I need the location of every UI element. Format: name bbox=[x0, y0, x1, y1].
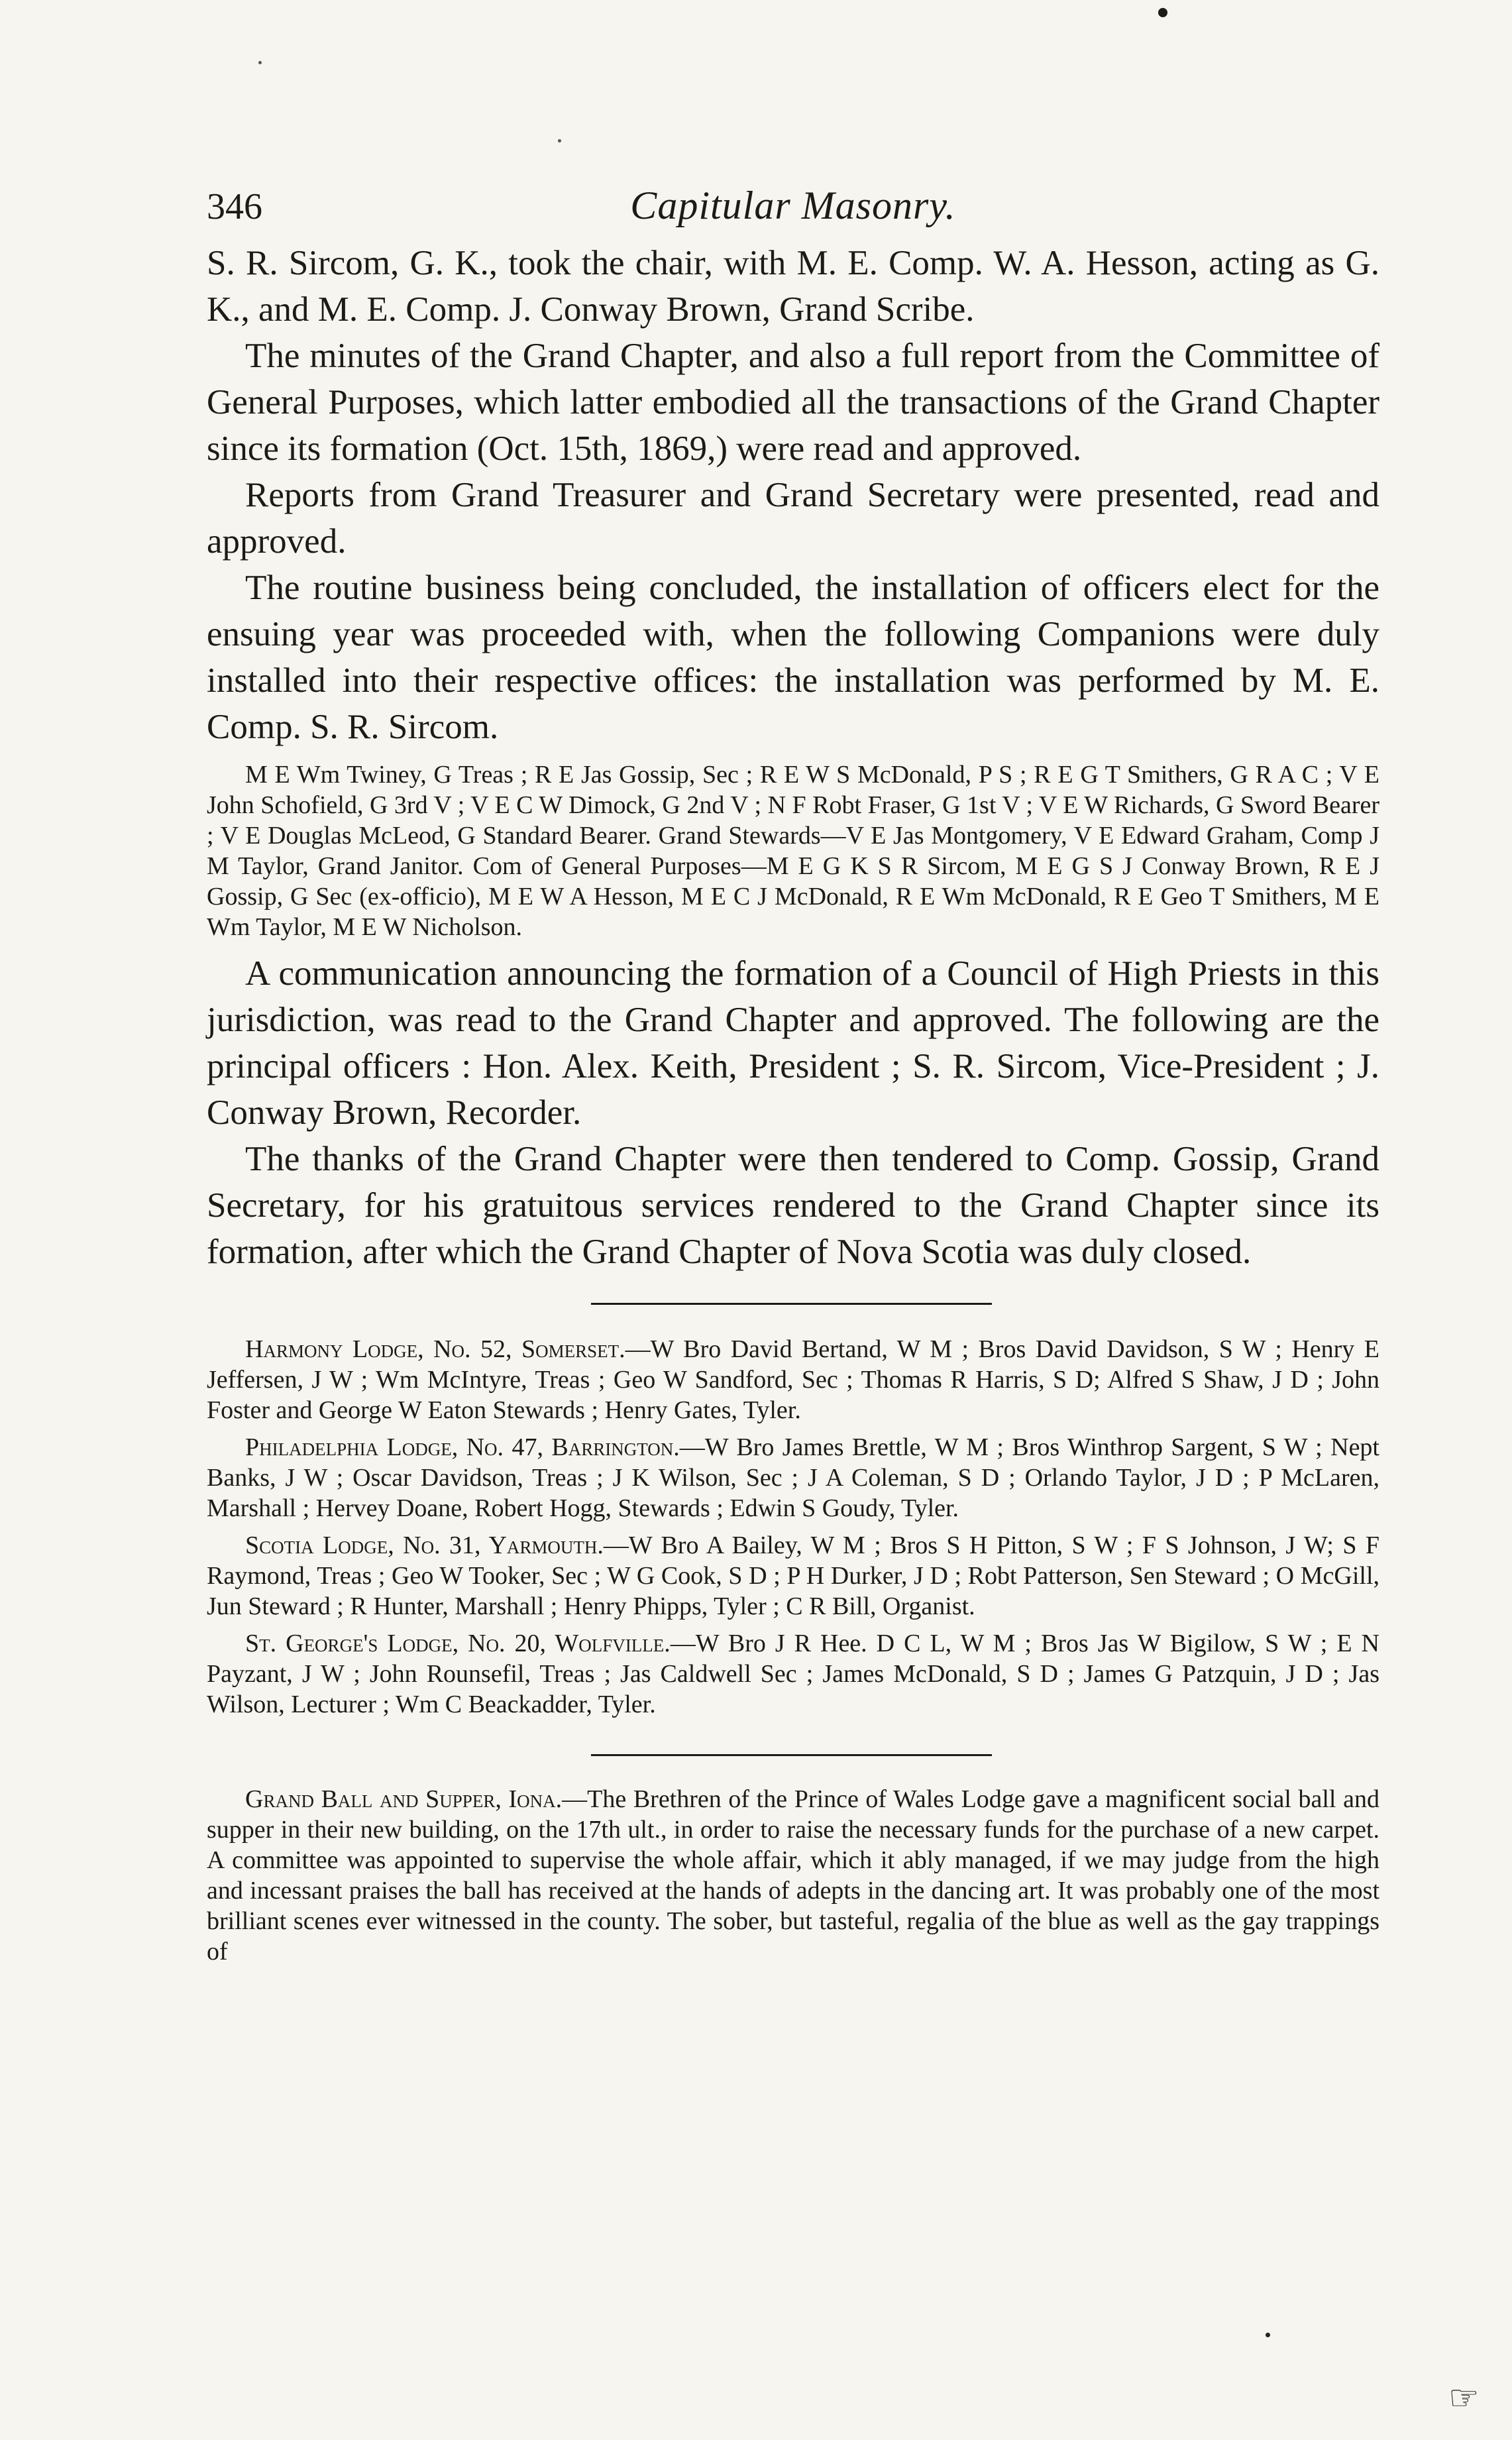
ink-dot bbox=[1158, 8, 1167, 17]
page-number: 346 bbox=[207, 186, 262, 227]
lodge-text: —W Bro James Brettle, W M ; Bros Winthrop Sargent, S W ; Nept Banks, J W ; Oscar Davidson, Treas ; J K Wilson, Sec ; J A Coleman, S D ; Orlando Taylor, J D ; P McLaren, Marshall ; Hervey Doane, Robert Hogg, Stewards ; Edwin S Goudy, Tyler. bbox=[207, 1433, 1379, 1522]
ink-speck bbox=[1266, 2333, 1270, 2337]
running-head bbox=[207, 179, 1379, 240]
lodge-heading: Harmony Lodge, No. 52, Somerset. bbox=[245, 1335, 625, 1363]
lodge-heading: St. George's Lodge, No. 20, Wolfville. bbox=[245, 1630, 671, 1657]
paragraph-reports: Reports from Grand Treasurer and Grand Secretary were presented, read and approved. bbox=[207, 476, 1379, 561]
ball-text: —The Brethren of the Prince of Wales Lodge gave a magnificent social ball and supper in their new building, on the 17th ult., in order to raise the necessary funds for the purchase of a new carpet. A committee was appointed to supervise the whole affair, which it ably managed, if we may judge from the high and incessant praises the ball has received at the hands of adepts in the dancing art. It was probably one of the most brilliant scenes ever witnessed in the county. The sober, but tasteful, regalia of the blue as well as the gay trappings of bbox=[207, 1785, 1379, 1966]
lodge-entry bbox=[207, 1432, 1379, 1524]
ink-speck bbox=[258, 61, 262, 64]
paragraph-council: A communication announcing the formation of a Council of High Priests in this jurisdiction, was read to the Grand Chapter and approved. The following are the principal officers : Hon. Alex. Keith, President ; S. R. Sircom, Vice-President ; J. Conway Brown, Recorder. bbox=[207, 954, 1379, 1132]
ink-speck bbox=[558, 139, 561, 142]
lodge-heading: Scotia Lodge, No. 31, Yarmouth. bbox=[245, 1531, 604, 1559]
running-title: Capitular Masonry. bbox=[630, 184, 956, 227]
paragraph-thanks: The thanks of the Grand Chapter were then tendered to Comp. Gossip, Grand Secretary, for his gratuitous services rendered to the Grand Chapter since its formation, after which the Grand Chapter of Nova Scotia was duly closed. bbox=[207, 1140, 1379, 1271]
lodge-text: —W Bro David Bertand, W M ; Bros David Davidson, S W ; Henry E Jeffersen, J W ; Wm McIntyre, Treas ; Geo W Sandford, Sec ; Thomas R Harris, S D; Alfred S Shaw, J D ; John Foster and George W Eaton Stewards ; Henry Gates, Tyler. bbox=[207, 1335, 1379, 1424]
pointing-hand-icon: ☞ bbox=[1448, 2380, 1480, 2417]
section-divider bbox=[591, 1303, 992, 1305]
lodge-text: —W Bro J R Hee. D C L, W M ; Bros Jas W Bigilow, S W ; E N Payzant, J W ; John Rounsefil, Treas ; Jas Caldwell Sec ; James McDonald, S D ; James G Patzquin, J D ; Jas Wilson, Lecturer ; Wm C Beackadder, Tyler. bbox=[207, 1630, 1379, 1718]
lodge-entry bbox=[207, 1530, 1379, 1622]
ball-heading: Grand Ball and Supper, Iona. bbox=[245, 1785, 563, 1813]
paragraph-chair: S. R. Sircom, G. K., took the chair, with M. E. Comp. W. A. Hesson, acting as G. K., and M. E. Comp. J. Conway Brown, Grand Scribe. bbox=[207, 244, 1379, 329]
lodge-heading: Philadelphia Lodge, No. 47, Barrington. bbox=[245, 1433, 680, 1461]
lodge-entry bbox=[207, 1628, 1379, 1720]
ball-paragraph bbox=[207, 1784, 1379, 1967]
paragraph-minutes: The minutes of the Grand Chapter, and also a full report from the Committee of General Purposes, which latter embodied all the transactions of the Grand Chapter since its formation (Oct. 15th, 1869,) were read and approved. bbox=[207, 337, 1379, 468]
book-page bbox=[207, 179, 1379, 1967]
officer-list: M E Wm Twiney, G Treas ; R E Jas Gossip, Sec ; R E W S McDonald, P S ; R E G T Smithers, G R A C ; V E John Schofield, G 3rd V ; V E C W Dimock, G 2nd V ; N F Robt Fraser, G 1st V ; V E W Richards, G Sword Bearer ; V E Douglas McLeod, G Standard Bearer. Grand Stewards—V E Jas Montgomery, V E Edward Graham, Comp J M Taylor, Grand Janitor. Com of General Purposes—M E G K S R Sircom, M E G S J Conway Brown, R E J Gossip, G Sec (ex-officio), M E W A Hesson, M E C J McDonald, R E Wm McDonald, R E Geo T Smithers, M E Wm Taylor, M E W Nicholson. bbox=[207, 761, 1379, 941]
section-divider bbox=[591, 1754, 992, 1756]
paragraph-installation: The routine business being concluded, the installation of officers elect for the ensuing year was proceeded with, when the following Companions were duly installed into their respective offices: the installation was performed by M. E. Comp. S. R. Sircom. bbox=[207, 569, 1379, 746]
lodge-entry bbox=[207, 1334, 1379, 1425]
lodge-text: —W Bro A Bailey, W M ; Bros S H Pitton, S W ; F S Johnson, J W; S F Raymond, Treas ; Geo W Tooker, Sec ; W G Cook, S D ; P H Durker, J D ; Robt Patterson, Sen Steward ; O McGill, Jun Steward ; R Hunter, Marshall ; Henry Phipps, Tyler ; C R Bill, Organist. bbox=[207, 1531, 1379, 1620]
